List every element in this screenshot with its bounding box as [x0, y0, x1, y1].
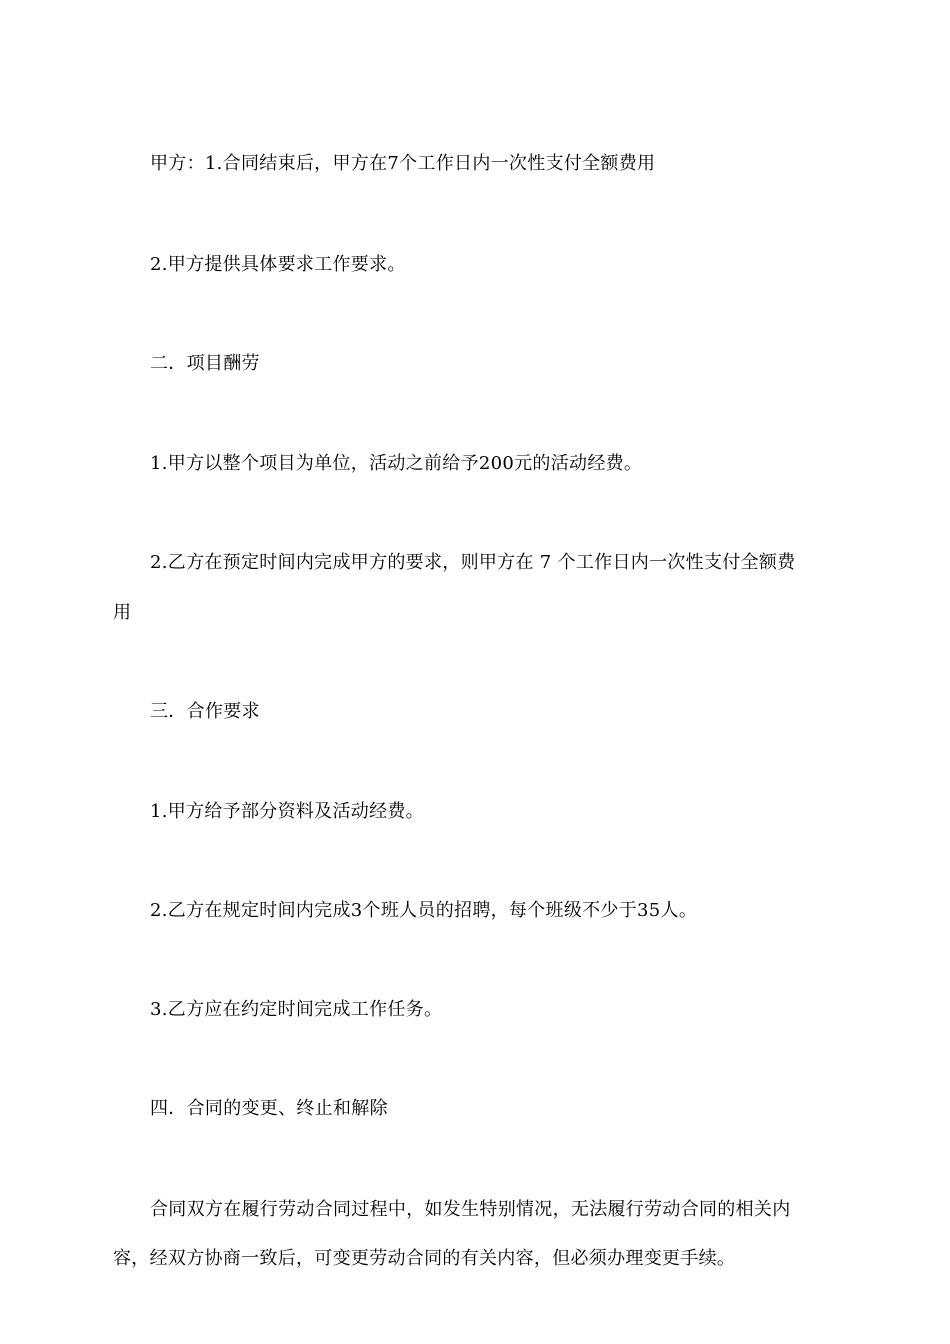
remuneration-item-2-line-2: 用 [113, 602, 132, 623]
remuneration-item-2-line-1: 2.乙方在预定时间内完成甲方的要求，则甲方在 7 个工作日内一次性支付全额费 [150, 552, 796, 573]
section-heading-remuneration: 二．项目酬劳 [150, 353, 260, 374]
remuneration-item-1: 1.甲方以整个项目为单位，活动之前给予200元的活动经费。 [150, 453, 643, 474]
section-heading-contract-change: 四．合同的变更、终止和解除 [150, 1098, 388, 1119]
contract-change-paragraph-line-2: 容，经双方协商一致后，可变更劳动合同的有关内容，但必须办理变更手续。 [113, 1248, 736, 1269]
cooperation-item-2: 2.乙方在规定时间内完成3个班人员的招聘，每个班级不少于35人。 [150, 900, 698, 921]
party-a-obligation-2: 2.甲方提供具体要求工作要求。 [150, 254, 406, 275]
cooperation-item-3: 3.乙方应在约定时间完成工作任务。 [150, 999, 443, 1020]
section-heading-cooperation: 三．合作要求 [150, 701, 260, 722]
contract-change-paragraph-line-1: 合同双方在履行劳动合同过程中，如发生特别情况，无法履行劳动合同的相关内 [150, 1199, 791, 1220]
cooperation-item-1: 1.甲方给予部分资料及活动经费。 [150, 801, 424, 822]
party-a-obligation-1: 甲方：1.合同结束后，甲方在7个工作日内一次性支付全额费用 [150, 153, 656, 174]
